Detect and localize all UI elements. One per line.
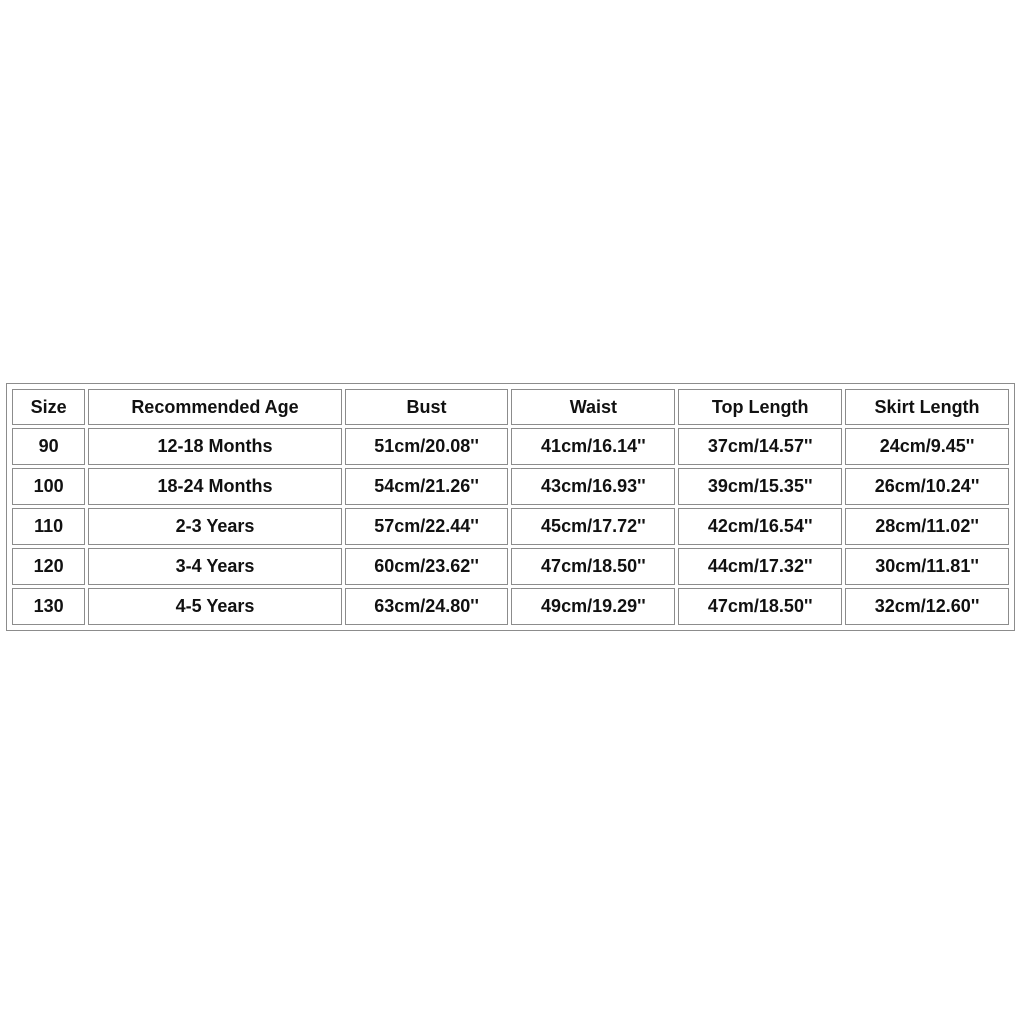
size-chart-table [9,386,1012,628]
cell-waist: 41cm/16.14'' [511,428,675,465]
cell-size: 120 [12,548,85,585]
table-row [12,508,1009,545]
table-row [12,548,1009,585]
header-size: Size [12,389,85,425]
cell-waist: 49cm/19.29'' [511,588,675,625]
cell-waist: 47cm/18.50'' [511,548,675,585]
cell-bust: 57cm/22.44'' [345,508,509,545]
header-waist: Waist [511,389,675,425]
cell-skirt-length: 32cm/12.60'' [845,588,1009,625]
cell-size: 110 [12,508,85,545]
cell-size: 90 [12,428,85,465]
cell-skirt-length: 30cm/11.81'' [845,548,1009,585]
cell-top-length: 42cm/16.54'' [678,508,842,545]
cell-skirt-length: 28cm/11.02'' [845,508,1009,545]
header-skirt-length: Skirt Length [845,389,1009,425]
header-top-length: Top Length [678,389,842,425]
cell-waist: 45cm/17.72'' [511,508,675,545]
header-bust: Bust [345,389,509,425]
cell-recommended-age: 18-24 Months [88,468,341,505]
cell-recommended-age: 4-5 Years [88,588,341,625]
cell-bust: 63cm/24.80'' [345,588,509,625]
cell-bust: 51cm/20.08'' [345,428,509,465]
cell-bust: 60cm/23.62'' [345,548,509,585]
header-recommended-age: Recommended Age [88,389,341,425]
cell-top-length: 44cm/17.32'' [678,548,842,585]
size-chart-frame [6,383,1015,631]
cell-waist: 43cm/16.93'' [511,468,675,505]
cell-skirt-length: 26cm/10.24'' [845,468,1009,505]
table-row [12,588,1009,625]
table-row [12,468,1009,505]
cell-bust: 54cm/21.26'' [345,468,509,505]
cell-top-length: 47cm/18.50'' [678,588,842,625]
cell-recommended-age: 2-3 Years [88,508,341,545]
cell-top-length: 37cm/14.57'' [678,428,842,465]
cell-recommended-age: 3-4 Years [88,548,341,585]
cell-size: 130 [12,588,85,625]
cell-recommended-age: 12-18 Months [88,428,341,465]
cell-skirt-length: 24cm/9.45'' [845,428,1009,465]
header-row [12,389,1009,425]
table-row [12,428,1009,465]
cell-top-length: 39cm/15.35'' [678,468,842,505]
cell-size: 100 [12,468,85,505]
